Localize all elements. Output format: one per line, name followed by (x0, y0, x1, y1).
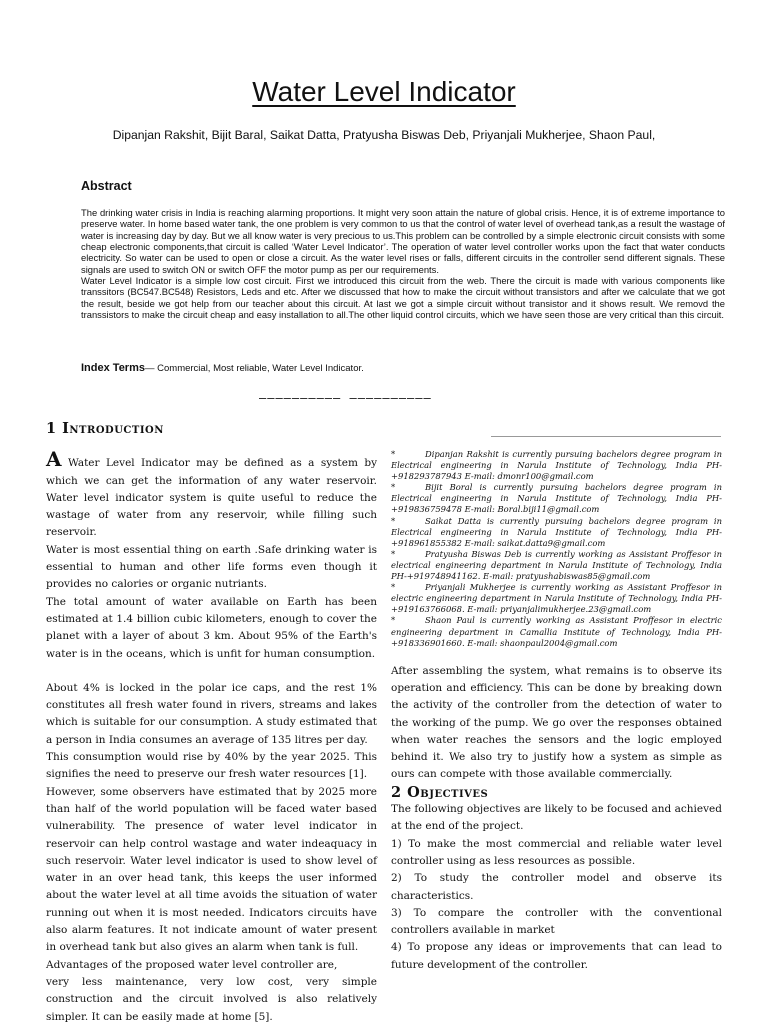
footnote-4: * Pratyusha Biswas Deb is currently working as Assistant Proffesor in electrical engineering department in Narula Institute of Technology, India PH-+919748941162. E-mail: pratyushabiswas85@gmail.com (391, 548, 722, 582)
footnote-2: * Bijit Boral is currently pursuing bachelors degree program in Electrical engineering in Narula Institute of Technology, India PH-+919836759478 E-mail: Boral.biji11@gmail.com (391, 482, 722, 515)
objective-item-1: 1) To make the most commercial and reliable water level controller using as less resources as possible. (391, 837, 722, 867)
objectives-heading: 2 Objectives (391, 783, 489, 801)
intro-paragraph-1: A Water Level Indicator may be defined as a system by which we can get the information of any water reservoir. Water level indicator system is quite useful to reduce the wastage of water from any reservoir, while filling such reservoir. (46, 447, 377, 539)
intro-paragraph-7: Advantages of the proposed water level controller are, (46, 958, 338, 971)
intro-paragraph-5: This consumption would rise by 40% by the year 2025. This signifies the need to preserve our fresh water resources [1]. (46, 751, 377, 781)
footnote-5: * Priyanjali Mukherjee is currently working as Assistant Proffesor in electric engineering department in Narula Institute of Technology, India PH-+919163766068. E-mail: priyanjalimukherjee.23@gmail.com (391, 582, 722, 615)
drop-cap: A (46, 447, 62, 472)
objectives-intro: The following objectives are likely to be focused and achieved at the end of the project. (391, 803, 722, 833)
objective-item-4: 4) To propose any ideas or improvements that can lead to future development of the controller. (391, 941, 722, 971)
right-column (391, 436, 722, 974)
footnote-rule (491, 436, 721, 437)
left-column (46, 420, 377, 1026)
footnote-3: * Saikat Datta is currently pursuing bachelors degree program in Electrical engineering in Narula Institute of Technology, India PH-+918961855382 E-mail: saikat.datta9@gmail.com (391, 515, 722, 548)
abstract-heading: Abstract (81, 179, 132, 193)
intro-paragraph-4: About 4% is locked in the polar ice caps, and the rest 1% constitutes all fresh water found in rivers, streams and lakes which is suitable for our consumption. A study estimated that a person in India consumes an average of 135 litres per day. (46, 681, 377, 746)
abstract-body (81, 207, 725, 320)
assembly-paragraph: After assembling the system, what remains is to observe its operation and efficiency. This can be done by breaking down the activity of the controller from the detection of water to the working of the pump. We go over the responses obtained when water reaches the sensors and the logic employed behind it. We also try to justify how a system as simple as ours can compete with those available commercially. (391, 664, 722, 781)
right-body (391, 663, 722, 974)
intro-paragraph-2: Water is most essential thing on earth .Safe drinking water is essential to human and other life forms even though it provides no calories or organic nutriants. (46, 543, 377, 591)
author-list: Dipanjan Rakshit, Bijit Baral, Saikat Datta, Pratyusha Biswas Deb, Priyanjali Mukherjee, Shaon Paul, (112, 128, 656, 142)
introduction-heading: 1 Introduction (46, 420, 164, 437)
index-terms (81, 362, 725, 374)
objective-item-2: 2) To study the controller model and observe its characteristics. (391, 872, 722, 902)
intro-paragraph-6: However, some observers have estimated that by 2025 more than half of the world population will be faced water based vulnerability. The presence of water level indicator in reservoir can help control wastage and water indeaquacy in such reservoir. Water level indicator is used to show level of water in an over head tank, this keeps the user informed about the water level at all time avoids the situation of water running out when it is most needed. Indicators circuits have also alarm features. It not indicate amount of water present in overhead tank but also gives an alarm when tank is full. (46, 785, 377, 954)
objective-item-3: 3) To compare the controller with the conventional controllers available in market (391, 906, 722, 937)
abstract-paragraph-1: The drinking water crisis in India is reaching alarming proportions. It might very soon attain the nature of global crisis. Hence, it is of extreme importance to preserve water. In home based water tank, the one problem is very common to us that the control of water level of overhead tank,as a result the wastage of water is increasing day by day. But we all know water is very precious to us.This problem can be controlled by a simple electronic circuit consists with some cheap electronic components,that circuit is called ‘Water Level Indicator’. The operation of water level controller works upon the fact that water conducts electricity. So water can be used to open or close a circuit. As the water level rises or falls, different circuits in the controller send different signals. These signals are used to switch ON or switch OFF the motor pump as per our requirements. (81, 207, 725, 275)
intro-paragraph-8: very less maintenance, very low cost, very simple construction and the circuit involved is also relatively simpler. It can be easily made at home [5]. (46, 975, 377, 1023)
index-terms-text: — Commercial, Most reliable, Water Level Indicator. (145, 363, 364, 374)
paper-title: Water Level Indicator (252, 76, 516, 107)
separator-line: —————————— —————————— (259, 391, 432, 405)
abstract-paragraph-2: Water Level Indicator is a simple low cost circuit. First we introduced this circuit from the web. There the circuit is made with various components like transsitors (BC547.BC548) Resistors, Leds and etc. After we discussed that how to make the circuit without transistors and after we calculate that we got the result, beside we got help from our teacher about this circuit. At last we got a simple circuit without transistor and it shows result. We removd the transsistors to make the circuit cheap and easy installation to all.The other liquid control circuits, which we have seen those are very critical than this circuit. (81, 275, 725, 321)
index-terms-label: Index Terms (81, 362, 145, 374)
footnote-1: * Dipanjan Rakshit is currently pursuing bachelors degree program in Electrical engineering in Narula Institute of Technology, India PH-+918293787943 E-mail: dmonr100@gmail.com (391, 449, 722, 482)
intro-paragraph-3: The total amount of water available on Earth has been estimated at 1.4 billion cubic kilometers, enough to cover the planet with a layer of about 3 km. About 95% of the Earth's water is in the oceans, which is unfit for human consumption. (46, 595, 377, 660)
footnote-6: * Shaon Paul is currently working as Assistant Proffesor in electric engineering department in Camallia Institute of Technology, India PH-+918336901660. E-mail: shaonpaul2004@gmail.com (391, 615, 722, 648)
